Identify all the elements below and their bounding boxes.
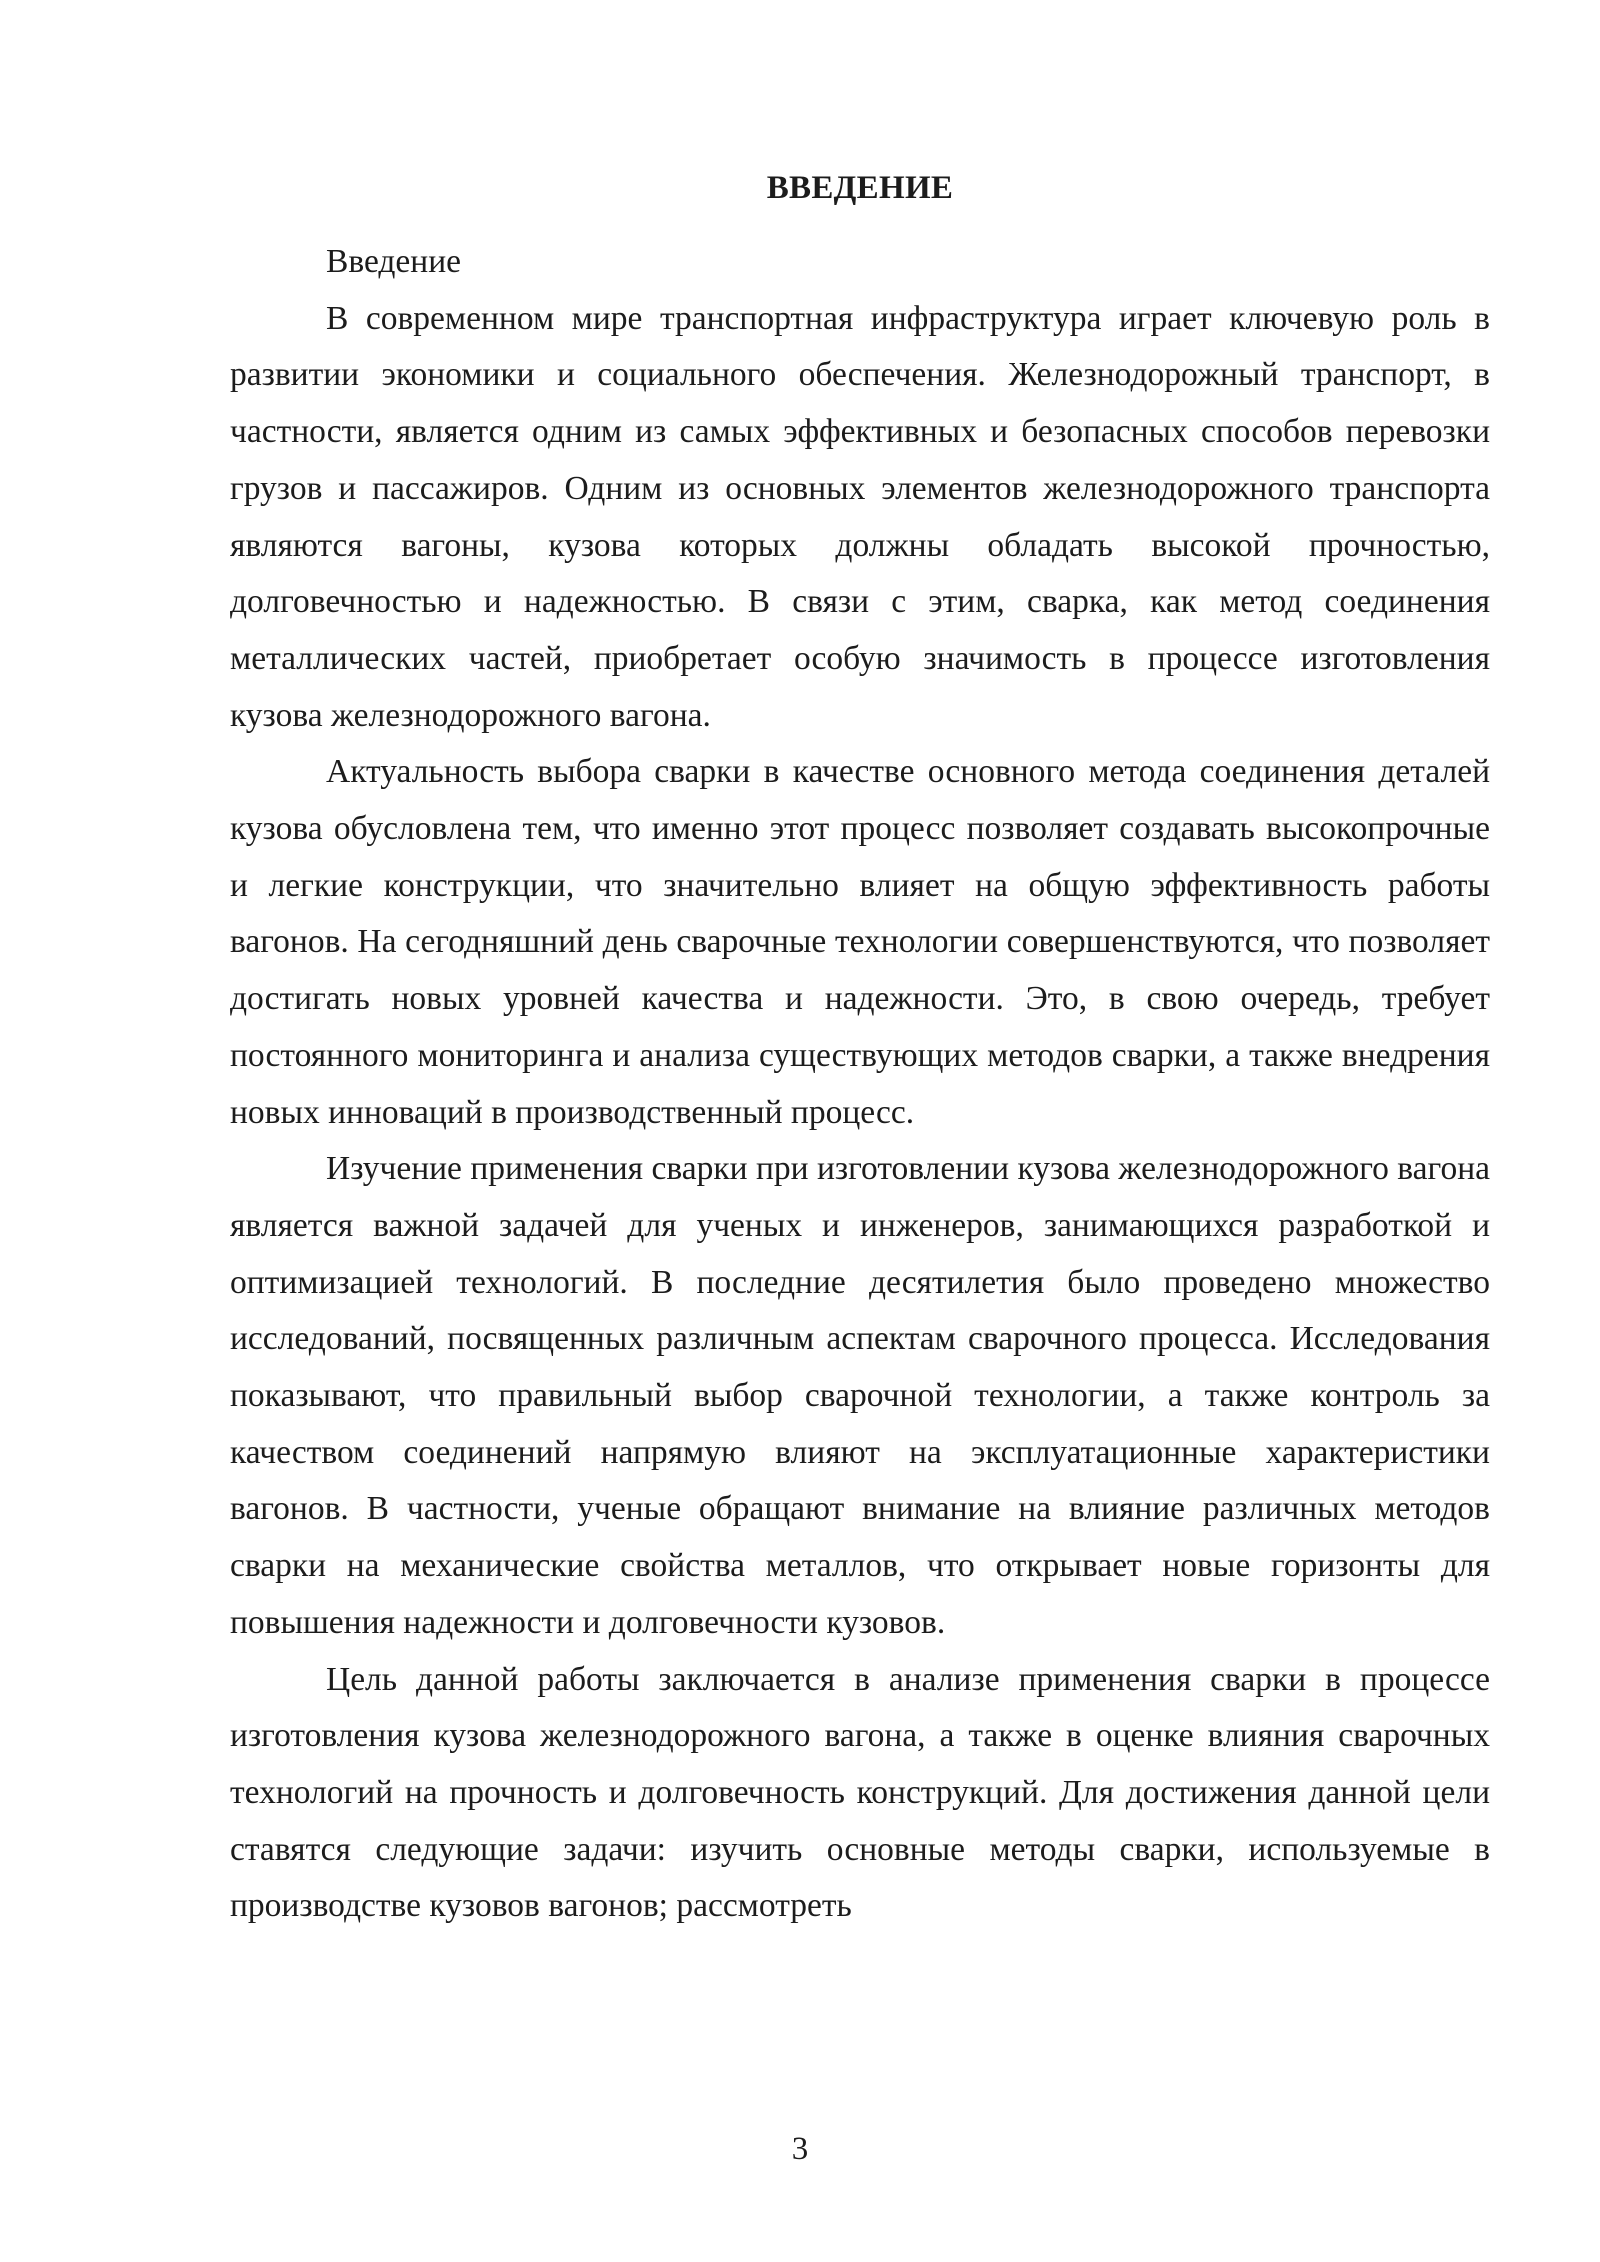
context-paragraph: В современном мире транспортная инфраструктура играет ключевую роль в развитии экономики и социального обеспечения. Железнодорожный транспорт, в частности, является одним из самых эффективных и безопасных способов перевозки грузов и пассажиров. Одним из основных элементов железнодорожного транспорта являются вагоны, кузова которых должны обладать высокой прочностью, долговечностью и надежностью. В связи с этим, сварка, как метод соединения металлических частей, приобретает особую значимость в процессе изготовления кузова железнодорожного вагона. <box>230 299 1490 734</box>
page-number: 3 <box>791 2131 809 2167</box>
page-body <box>230 160 1490 1935</box>
section-heading: ВВЕДЕНИЕ <box>766 170 954 206</box>
research-paragraph: Изучение применения сварки при изготовлении кузова железнодорожного вагона является важной задачей для ученых и инженеров, занимающихся разработкой и оптимизацией технологий. В последние десятилетия было проведено множество исследований, посвященных различным аспектам сварочного процесса. Исследования показывают, что правильный выбор сварочной технологии, а также контроль за качеством соединений напрямую влияют на эксплуатационные характеристики вагонов. В частности, ученые обращают внимание на влияние различных методов сварки на механические свойства металлов, что открывает новые горизонты для повышения надежности и долговечности кузовов. <box>230 1150 1490 1641</box>
intro-label-paragraph: Введение <box>326 243 462 280</box>
goal-paragraph: Цель данной работы заключается в анализе применения сварки в процессе изготовления кузова железнодорожного вагона, а также в оценке влияния сварочных технологий на прочность и долговечность конструкций. Для достижения данной цели ставятся следующие задачи: изучить основные методы сварки, используемые в производстве кузовов вагонов; рассмотреть <box>230 1660 1490 1925</box>
relevance-paragraph: Актуальность выбора сварки в качестве основного метода соединения деталей кузова обусловлена тем, что именно этот процесс позволяет создавать высокопрочные и легкие конструкции, что значительно влияет на общую эффективность работы вагонов. На сегодняшний день сварочные технологии совершенствуются, что позволяет достигать новых уровней качества и надежности. Это, в свою очередь, требует постоянного мониторинга и анализа существующих методов сварки, а также внедрения новых инноваций в производственный процесс. <box>230 753 1490 1131</box>
